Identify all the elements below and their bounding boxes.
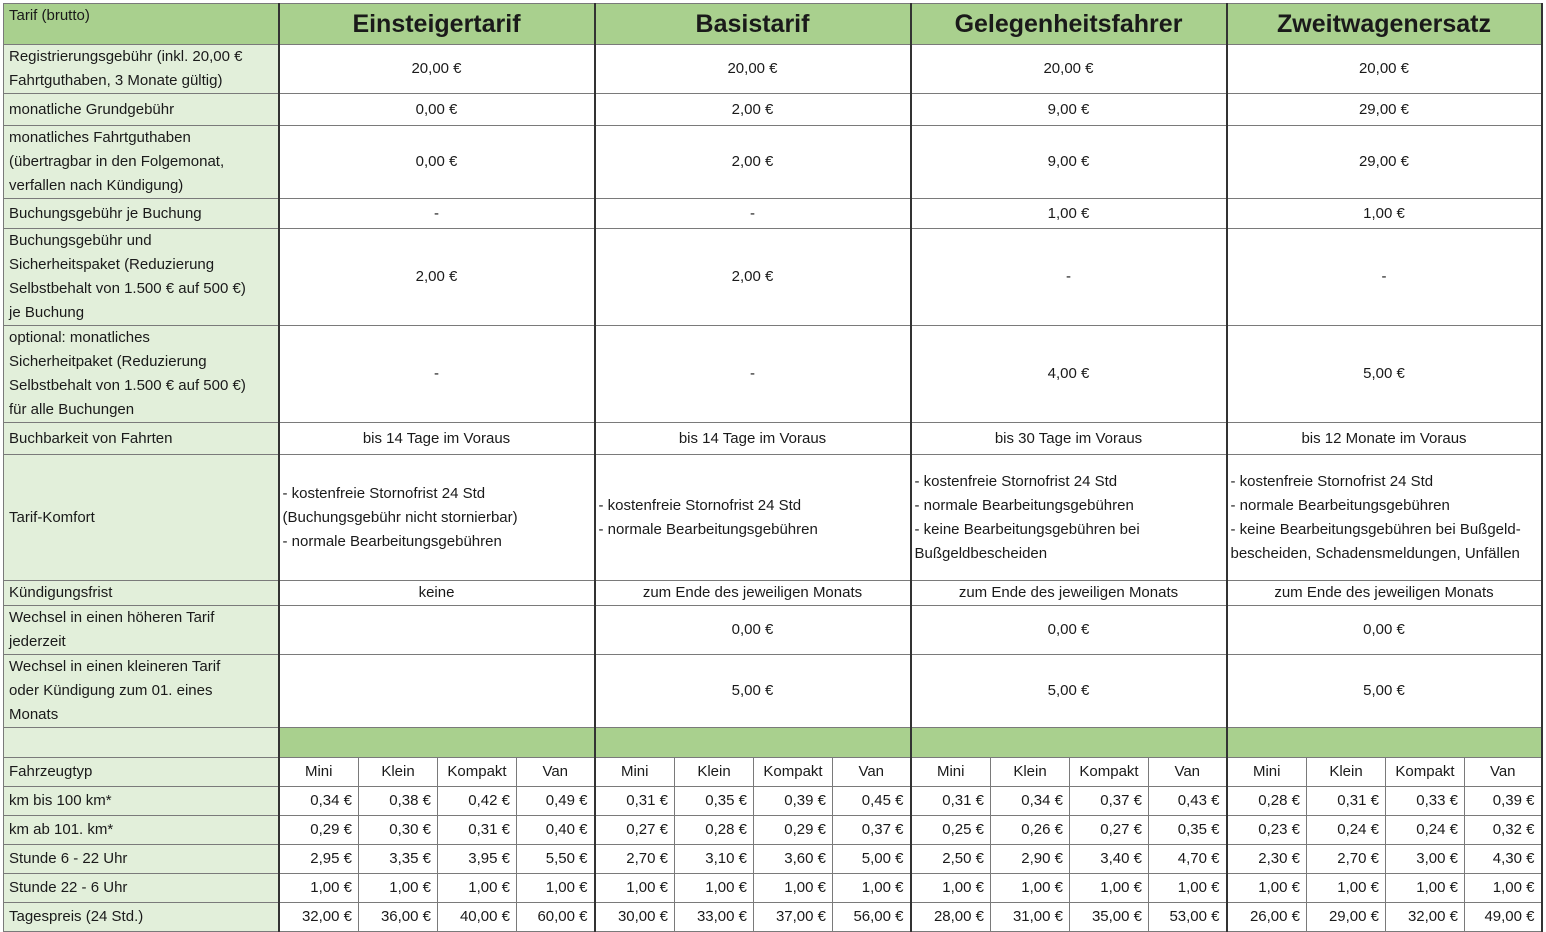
row-label [4, 606, 279, 655]
text-line: monatliches Fahrtguthaben [9, 129, 191, 146]
price-value: 40,00 € [438, 903, 517, 932]
price-value: 35,00 € [1070, 903, 1149, 932]
price-value: 0,37 € [833, 816, 911, 845]
vehicle-type: Van [1149, 758, 1227, 787]
tariff-header: Einsteigertarif [279, 4, 595, 45]
tariff-value [279, 655, 595, 728]
text-line: jederzeit [9, 633, 66, 650]
text-line: verfallen nach Kündigung) [9, 177, 184, 194]
price-value: 1,00 € [1386, 874, 1465, 903]
komfort-value [911, 455, 1227, 581]
tariff-value: 5,00 € [1227, 326, 1542, 423]
text-line: - kostenfreie Stornofrist 24 Std [914, 472, 1118, 490]
price-value: 0,28 € [1227, 787, 1307, 816]
price-value: 0,34 € [279, 787, 359, 816]
komfort-row [4, 455, 1542, 581]
price-value: 0,31 € [595, 787, 675, 816]
price-value: 2,70 € [595, 845, 675, 874]
text-line: bescheiden, Schadensmeldungen, Unfällen [1230, 544, 1520, 562]
price-value: 1,00 € [359, 874, 438, 903]
spacer-cell [1227, 728, 1542, 758]
price-value: 26,00 € [1227, 903, 1307, 932]
text-line: - normale Bearbeitungsgebühren [282, 532, 502, 550]
text-line: Buchbarkeit von Fahrten [9, 429, 173, 447]
price-value: 1,00 € [675, 874, 754, 903]
row-label [4, 655, 279, 728]
tariff-value: bis 30 Tage im Voraus [911, 423, 1227, 455]
price-value: 0,27 € [1070, 816, 1149, 845]
price-value: 31,00 € [991, 903, 1070, 932]
row-label [4, 45, 279, 94]
fee-row [4, 423, 1542, 455]
fee-row [4, 126, 1542, 199]
komfort-value [1227, 455, 1542, 581]
price-value: 0,35 € [1149, 816, 1227, 845]
fee-row [4, 655, 1542, 728]
fee-row [4, 94, 1542, 126]
tariff-value: 29,00 € [1227, 126, 1542, 199]
vehicle-type: Mini [595, 758, 675, 787]
text-line: (übertragbar in den Folgemonat, [9, 153, 225, 170]
price-value: 3,60 € [754, 845, 833, 874]
fee-row [4, 606, 1542, 655]
text-line: - kostenfreie Stornofrist 24 Std [598, 496, 802, 514]
vehicle-type: Mini [279, 758, 359, 787]
row-label: km ab 101. km* [4, 816, 279, 845]
row-label: Stunde 22 - 6 Uhr [4, 874, 279, 903]
vehicle-type: Van [517, 758, 595, 787]
price-value: 3,10 € [675, 845, 754, 874]
tariff-value: bis 12 Monate im Voraus [1227, 423, 1542, 455]
tariff-value: - [1227, 229, 1542, 326]
row-label [4, 229, 279, 326]
price-value: 0,39 € [754, 787, 833, 816]
price-value: 1,00 € [911, 874, 991, 903]
price-value: 0,24 € [1307, 816, 1386, 845]
price-value: 60,00 € [517, 903, 595, 932]
fee-row [4, 199, 1542, 229]
tariff-value: 4,00 € [911, 326, 1227, 423]
tariff-value: 2,00 € [595, 126, 911, 199]
price-value: 29,00 € [1307, 903, 1386, 932]
tariff-value: 0,00 € [279, 94, 595, 126]
spacer-cell [279, 728, 595, 758]
corner-label: Tarif (brutto) [4, 4, 279, 45]
price-value: 36,00 € [359, 903, 438, 932]
price-value: 1,00 € [1307, 874, 1386, 903]
tariff-value: bis 14 Tage im Voraus [595, 423, 911, 455]
tariff-value: 20,00 € [911, 45, 1227, 94]
text-line: Monats [9, 706, 59, 723]
price-row [4, 787, 1542, 816]
tariff-value: 5,00 € [595, 655, 911, 728]
price-value: 2,50 € [911, 845, 991, 874]
vehicle-type: Kompakt [754, 758, 833, 787]
tariff-value: - [279, 326, 595, 423]
price-value: 3,35 € [359, 845, 438, 874]
vehicle-type: Kompakt [1386, 758, 1465, 787]
komfort-value [279, 455, 595, 581]
price-value: 32,00 € [1386, 903, 1465, 932]
tariff-value: zum Ende des jeweiligen Monats [595, 581, 911, 606]
vehicle-header-row [4, 758, 1542, 787]
tariff-value: 0,00 € [595, 606, 911, 655]
tariff-value: 5,00 € [1227, 655, 1542, 728]
price-value: 2,95 € [279, 845, 359, 874]
price-value: 1,00 € [1070, 874, 1149, 903]
row-label [4, 326, 279, 423]
text-line: - keine Bearbeitungsgebühren bei [914, 520, 1140, 538]
tariff-value: zum Ende des jeweiligen Monats [1227, 581, 1542, 606]
price-value: 0,33 € [1386, 787, 1465, 816]
row-label [4, 94, 279, 126]
price-value: 0,28 € [675, 816, 754, 845]
row-label [4, 423, 279, 455]
price-value: 2,70 € [1307, 845, 1386, 874]
vehicle-type: Klein [1307, 758, 1386, 787]
tariff-value: 9,00 € [911, 94, 1227, 126]
price-value: 28,00 € [911, 903, 991, 932]
price-value: 0,37 € [1070, 787, 1149, 816]
price-value: 0,38 € [359, 787, 438, 816]
price-value: 3,40 € [1070, 845, 1149, 874]
text-line: Selbstbehalt von 1.500 € auf 500 €) [9, 280, 246, 297]
price-value: 1,00 € [279, 874, 359, 903]
vehicle-type: Klein [991, 758, 1070, 787]
row-label: Stunde 6 - 22 Uhr [4, 845, 279, 874]
vehicle-type: Klein [359, 758, 438, 787]
price-value: 5,00 € [833, 845, 911, 874]
text-line: Buchungsgebühr und [9, 232, 152, 249]
tariff-value: - [595, 199, 911, 229]
tariff-header: Zweitwagenersatz [1227, 4, 1542, 45]
tariff-value: 0,00 € [911, 606, 1227, 655]
spacer-label [4, 728, 279, 758]
price-value: 2,30 € [1227, 845, 1307, 874]
text-line: oder Kündigung zum 01. eines [9, 682, 213, 699]
tariff-table [3, 3, 1543, 932]
price-row [4, 816, 1542, 845]
price-value: 3,00 € [1386, 845, 1465, 874]
tariff-value: 20,00 € [595, 45, 911, 94]
fee-row [4, 581, 1542, 606]
text-line: Fahrtguthaben, 3 Monate gültig) [9, 72, 223, 89]
price-value: 1,00 € [833, 874, 911, 903]
text-line: monatliche Grundgebühr [9, 100, 175, 118]
text-line: Bußgeldbescheiden [914, 544, 1048, 562]
tariff-value: 2,00 € [595, 229, 911, 326]
komfort-value [595, 455, 911, 581]
price-value: 37,00 € [754, 903, 833, 932]
price-value: 53,00 € [1149, 903, 1227, 932]
tariff-value: 1,00 € [911, 199, 1227, 229]
tariff-value: - [279, 199, 595, 229]
row-label [4, 126, 279, 199]
text-line: Selbstbehalt von 1.500 € auf 500 €) [9, 377, 246, 394]
tariff-value: 9,00 € [911, 126, 1227, 199]
text-line: je Buchung [9, 304, 85, 321]
price-value: 0,43 € [1149, 787, 1227, 816]
price-value: 0,49 € [517, 787, 595, 816]
price-value: 0,24 € [1386, 816, 1465, 845]
price-value: 0,29 € [279, 816, 359, 845]
text-line: (Buchungsgebühr nicht stornierbar) [282, 508, 518, 526]
text-line: Registrierungsgebühr (inkl. 20,00 € [9, 48, 243, 65]
tariff-value: 0,00 € [1227, 606, 1542, 655]
text-line: Sicherheitspaket (Reduzierung [9, 256, 215, 273]
header-row [4, 4, 1542, 45]
row-label: km bis 100 km* [4, 787, 279, 816]
price-value: 0,26 € [991, 816, 1070, 845]
text-line: für alle Buchungen [9, 401, 135, 418]
vehicle-type: Van [833, 758, 911, 787]
price-value: 30,00 € [595, 903, 675, 932]
spacer-cell [911, 728, 1227, 758]
vehicle-type: Kompakt [1070, 758, 1149, 787]
tariff-header: Gelegenheitsfahrer [911, 4, 1227, 45]
spacer-row [4, 728, 1542, 758]
price-value: 0,39 € [1465, 787, 1542, 816]
tariff-value: 29,00 € [1227, 94, 1542, 126]
price-value: 4,30 € [1465, 845, 1542, 874]
price-row [4, 903, 1542, 932]
fee-row [4, 45, 1542, 94]
tariff-value: bis 14 Tage im Voraus [279, 423, 595, 455]
price-value: 0,31 € [1307, 787, 1386, 816]
tariff-value: 0,00 € [279, 126, 595, 199]
text-line: Wechsel in einen kleineren Tarif [9, 658, 221, 675]
vehicle-type: Van [1465, 758, 1542, 787]
price-value: 0,40 € [517, 816, 595, 845]
price-value: 0,34 € [991, 787, 1070, 816]
text-line: - kostenfreie Stornofrist 24 Std [1230, 472, 1434, 490]
fee-row [4, 326, 1542, 423]
price-value: 0,25 € [911, 816, 991, 845]
tariff-value: 5,00 € [911, 655, 1227, 728]
vehicle-type: Mini [1227, 758, 1307, 787]
price-value: 32,00 € [279, 903, 359, 932]
price-value: 0,23 € [1227, 816, 1307, 845]
text-line: - keine Bearbeitungsgebühren bei Bußgeld- [1230, 520, 1521, 538]
price-value: 1,00 € [1227, 874, 1307, 903]
price-value: 0,31 € [438, 816, 517, 845]
price-value: 0,27 € [595, 816, 675, 845]
price-value: 33,00 € [675, 903, 754, 932]
row-label [4, 199, 279, 229]
tariff-value: 2,00 € [279, 229, 595, 326]
price-value: 1,00 € [1149, 874, 1227, 903]
row-label [4, 581, 279, 606]
price-value: 1,00 € [1465, 874, 1542, 903]
text-line: Kündigungsfrist [9, 584, 113, 601]
vehicle-type: Kompakt [438, 758, 517, 787]
price-value: 0,35 € [675, 787, 754, 816]
text-line: - normale Bearbeitungsgebühren [1230, 496, 1450, 514]
tariff-value: 20,00 € [279, 45, 595, 94]
price-value: 0,30 € [359, 816, 438, 845]
price-value: 56,00 € [833, 903, 911, 932]
price-value: 0,31 € [911, 787, 991, 816]
text-line: Wechsel in einen höheren Tarif [9, 609, 215, 626]
price-value: 2,90 € [991, 845, 1070, 874]
price-value: 4,70 € [1149, 845, 1227, 874]
price-value: 1,00 € [438, 874, 517, 903]
price-row [4, 845, 1542, 874]
price-value: 1,00 € [754, 874, 833, 903]
tariff-value: keine [279, 581, 595, 606]
spacer-cell [595, 728, 911, 758]
tariff-value: - [595, 326, 911, 423]
price-value: 1,00 € [991, 874, 1070, 903]
text-line: optional: monatliches [9, 329, 150, 346]
price-value: 5,50 € [517, 845, 595, 874]
text-line: - normale Bearbeitungsgebühren [914, 496, 1134, 514]
fee-row [4, 229, 1542, 326]
tariff-value: - [911, 229, 1227, 326]
price-value: 3,95 € [438, 845, 517, 874]
row-label: Fahrzeugtyp [4, 758, 279, 787]
price-value: 0,32 € [1465, 816, 1542, 845]
text-line: - kostenfreie Stornofrist 24 Std [282, 484, 486, 502]
vehicle-type: Mini [911, 758, 991, 787]
row-label: Tagespreis (24 Std.) [4, 903, 279, 932]
price-value: 0,42 € [438, 787, 517, 816]
tariff-value: 20,00 € [1227, 45, 1542, 94]
row-label: Tarif-Komfort [4, 455, 279, 581]
price-value: 0,45 € [833, 787, 911, 816]
tariff-header: Basistarif [595, 4, 911, 45]
price-value: 1,00 € [595, 874, 675, 903]
tariff-value: zum Ende des jeweiligen Monats [911, 581, 1227, 606]
price-row [4, 874, 1542, 903]
tariff-value: 2,00 € [595, 94, 911, 126]
price-value: 0,29 € [754, 816, 833, 845]
tariff-value: 1,00 € [1227, 199, 1542, 229]
text-line: - normale Bearbeitungsgebühren [598, 520, 818, 538]
text-line: Buchungsgebühr je Buchung [9, 204, 202, 222]
vehicle-type: Klein [675, 758, 754, 787]
price-value: 1,00 € [517, 874, 595, 903]
tariff-value [279, 606, 595, 655]
text-line: Sicherheitpaket (Reduzierung [9, 353, 207, 370]
price-value: 49,00 € [1465, 903, 1542, 932]
